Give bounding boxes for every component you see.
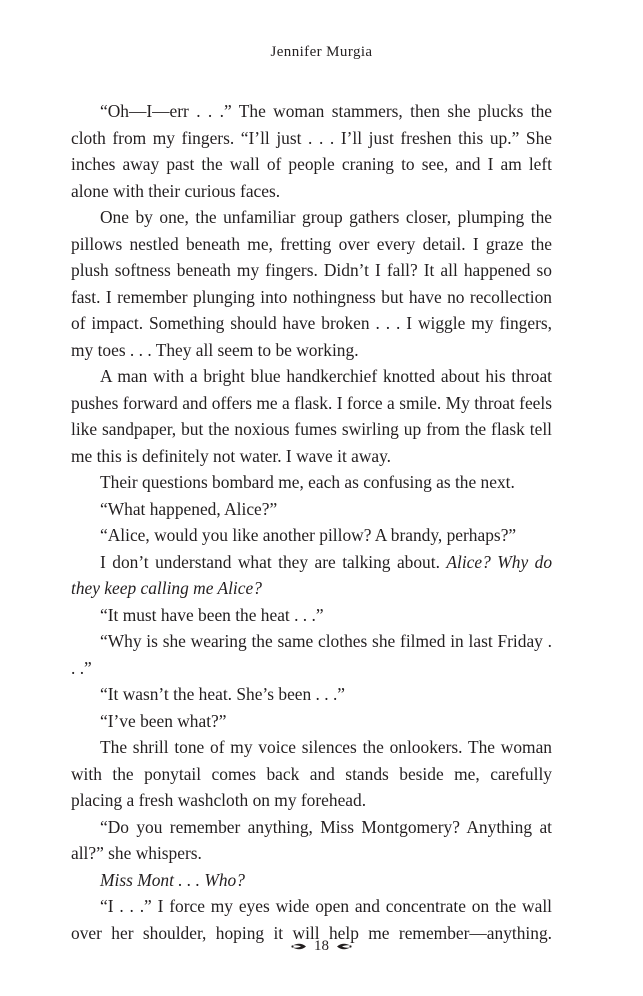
paragraph: “Why is she wearing the same clothes she filmed in last Friday . . .” — [71, 631, 552, 678]
page-footer — [0, 938, 643, 955]
paragraph: “I . . .” I force my eyes wide open and concentrate on the wall over her shoulder, hoping it will help me remember—anything. — [71, 896, 552, 943]
paragraph: “What happened, Alice?” — [100, 498, 278, 519]
paragraph — [71, 549, 552, 602]
paragraph — [71, 867, 552, 894]
paragraph: “Do you remember anything, Miss Montgomery? Anything at all?” she whispers. — [71, 816, 552, 863]
italic-thought: Miss Mont . . . Who? — [100, 869, 245, 890]
fleuron-left-icon — [291, 942, 307, 951]
paragraph: “It must have been the heat . . .” — [100, 604, 324, 625]
page-body — [71, 98, 552, 946]
paragraph: One by one, the unfamiliar group gathers closer, plumping the pillows nestled beneath me, fretting over every detail. I graze the plush softness beneath my fingers. Didn’t I fall? It all happened so fast. I remember plunging into nothingness but have no recollection of impact. Something should have broken . . . I wiggle my fingers, my toes . . . They all seem to be working. — [71, 207, 552, 360]
italic-thought: Alice? Why do they keep calling me Alice? — [71, 551, 553, 598]
paragraph: “Oh—I—err . . .” The woman stammers, then she plucks the cloth from my fingers. “I’ll just . . . I’ll just freshen this up.” She inches away past the wall of people craning to see, and I am left alone with their curious faces. — [71, 101, 552, 201]
paragraph: Their questions bombard me, each as confusing as the next. — [100, 472, 515, 492]
paragraph: The shrill tone of my voice silences the onlookers. The woman with the ponytail comes back and stands beside me, carefully placing a fresh washcloth on my forehead. — [71, 737, 552, 810]
page-number: 18 — [314, 938, 329, 954]
paragraph: “I’ve been what?” — [100, 710, 227, 731]
paragraph: “It wasn’t the heat. She’s been . . .” — [100, 684, 346, 704]
running-header — [0, 44, 643, 61]
paragraph-text: I don’t understand what they are talking about. — [100, 551, 447, 572]
fleuron-right-icon — [336, 942, 352, 951]
paragraph: “Alice, would you like another pillow? A brandy, perhaps?” — [100, 525, 517, 545]
paragraph: A man with a bright blue handkerchief knotted about his throat pushes forward and offers me a flask. I force a smile. My throat feels like sandpaper, but the noxious fumes swirling up from the flask tell me this is definitely not water. I wave it away. — [71, 366, 552, 466]
author-name: Jennifer Murgia — [270, 44, 373, 60]
